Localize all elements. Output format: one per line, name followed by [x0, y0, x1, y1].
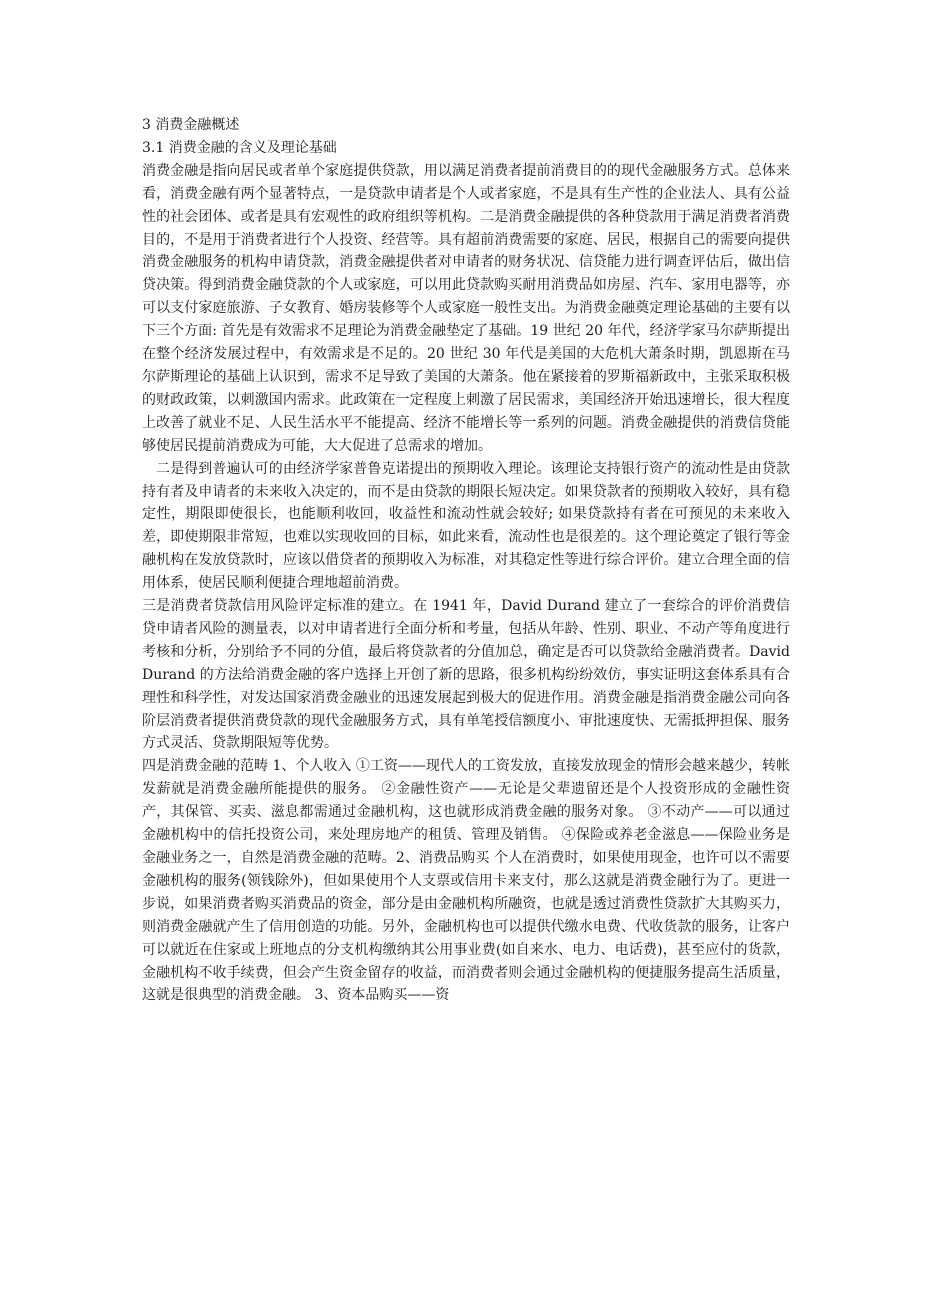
paragraph-expected-income-theory: 二是得到普遍认可的由经济学家普鲁克诺提出的预期收入理论。该理论支持银行资产的流动性是由贷款持有者及申请者的未来收入决定的，而不是由贷款的期限长短决定。如果贷款者的预期收入较好，具有稳定性，期限即使很长，也能顺利收回，收益性和流动性就会较好; 如果贷款持有者在可预见的未来收入差，即使期限非常短，也难以实现收回的目标，如此来看，流动性也是很差的。这个理论奠定了银行等金融机构在发放贷款时，应该以借贷者的预期收入为标准，对其稳定性等进行综合评价。建立合理全面的信用体系，使居民顺利便捷合理地超前消费。 [142, 460, 790, 592]
paragraph-credit-risk-standard: 三是消费者贷款信用风险评定标准的建立。在 1941 年，David Durand 建立了一套综合的评价消费信贷申请者风险的测量表，以对申请者进行全面分析和考量，包括从年龄、性别、职业、不动产等角度进行考核和分析，分别给予不同的分值，最后将贷款者的分值加总，确定是否可以贷款给金融消费者。David Durand 的方法给消费金融的客户选择上开创了新的思路，很多机构纷纷效仿，事实证明这套体系具有合理性和科学性，对发达国家消费金融业的迅速发展起到极大的促进作用。消费金融是指消费金融公司向各阶层消费者提供消费贷款的现代金融服务方式，具有单笔授信额度小、审批速度快、无需抵押担保、服务方式灵活、贷款期限短等优势。 [142, 598, 790, 752]
paragraph-definition: 消费金融是指向居民或者单个家庭提供贷款，用以满足消费者提前消费目的的现代金融服务方式。总体来看，消费金融有两个显著特点，一是贷款申请者是个人或者家庭，不是具有生产性的企业法人、具有公益性的社会团体、或者是具有宏观性的政府组织等机构。二是消费金融提供的各种贷款用于满足消费者消费目的，不是用于消费者进行个人投资、经营等。具有超前消费需要的家庭、居民，根据自己的需要向提供消费金融服务的机构申请贷款，消费金融提供者对申请者的财务状况、信贷能力进行调查评估后，做出信贷决策。得到消费金融贷款的个人或家庭，可以用此贷款购买耐用消费品如房屋、汽车、家用电器等，亦可以支付家庭旅游、子女教育、婚房装修等个人或家庭一般性支出。为消费金融奠定理论基础的主要有以下三个方面: 首先是有效需求不足理论为消费金融垫定了基础。19 世纪 20 年代，经济学家马尔萨斯提出在整个经济发展过程中，有效需求是不足的。20 世纪 30 年代是美国的大危机大萧条时期，凯恩斯在马尔萨斯理论的基础上认识到，需求不足导致了美国的大萧条。他在紧接着的罗斯福新政中，主张采取积极的财政政策，以刺激国内需求。此政策在一定程度上刺激了居民需求，美国经济开始迅速增长，很大程度上改善了就业不足、人民生活水平不能提高、经济不能增长等一系列的问题。消费金融提供的消费信贷能够使居民提前消费成为可能，大大促进了总需求的增加。 [142, 162, 790, 454]
document-body [142, 114, 790, 1007]
subsection-heading: 3.1 消费金融的含义及理论基础 [142, 139, 337, 156]
section-heading: 3 消费金融概述 [142, 117, 240, 133]
paragraph-consumer-finance-scope: 四是消费金融的范畴 1、个人收入 ①工资——现代人的工资发放，直接发放现金的情形会越来越少，转帐发薪就是消费金融所能提供的服务。 ②金融性资产——无论是父辈遗留还是个人投资形成的金融性资产，其保管、买卖、滋息都需通过金融机构，这也就形成消费金融的服务对象。 ③不动产——可以通过金融机构中的信托投资公司，来处理房地产的租赁、管理及销售。 ④保险或养老金滋息——保险业务是金融业务之一，自然是消费金融的范畴。2、消费品购买 个人在消费时，如果使用现金，也许可以不需要金融机构的服务(领钱除外)，但如果使用个人支票或信用卡来支付，那么这就是消费金融行为了。更进一步说，如果消费者购买消费品的资金，部分是由金融机构所融资，也就是透过消费性贷款扩大其购买力，则消费金融就产生了信用创造的功能。另外，金融机构也可以提供代缴水电费、代收货款的服务，让客户可以就近在住家或上班地点的分支机构缴纳其公用事业费(如自来水、电力、电话费)，甚至应付的货款，金融机构不收手续费，但会产生资金留存的收益，而消费者则会通过金融机构的便捷服务提高生活质量，这就是很典型的消费金融。 3、资本品购买——资 [142, 758, 790, 1004]
